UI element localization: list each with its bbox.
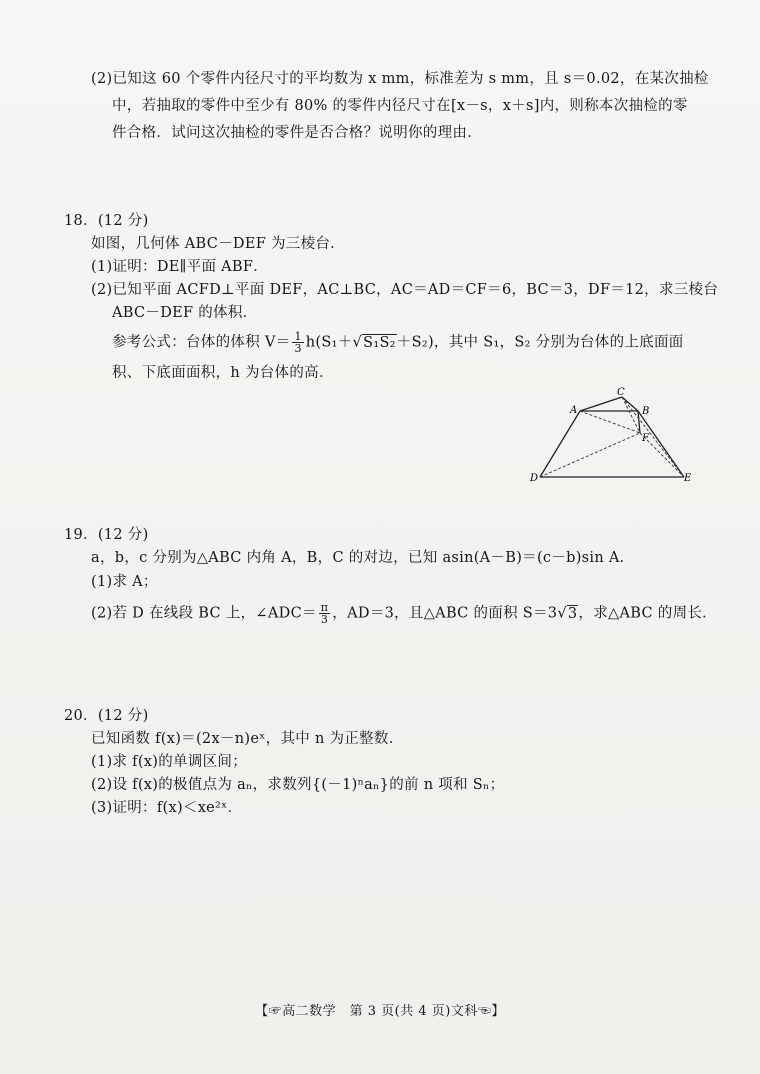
edge-BE (638, 411, 684, 477)
q18-part2-line1: (2)已知平面 ACFD⊥平面 DEF，AC⊥BC，AC＝AD＝CF＝6，BC＝3，DF＝12，求三棱台 (91, 282, 719, 298)
frustum-figure (528, 385, 698, 485)
q20-intro: 已知函数 f(x)＝(2x－n)eˣ，其中 n 为正整数． (91, 731, 404, 747)
q18-intro: 如图，几何体 ABC－DEF 为三棱台． (91, 236, 345, 252)
q18-reference-formula: 参考公式：台体的体积 V＝ $\frac{1}{3}$ h(S₁＋√S₁S₂＋S₂)，其中 S₁，S₂ 分别为台体的上底面面 (112, 330, 684, 355)
q17-part2-line1: (2)已知这 60 个零件内径尺寸的平均数为 x mm，标准差为 s mm，且 s＝0.02，在某次抽检 (91, 71, 709, 87)
ref-frac-num: 1 (294, 330, 302, 343)
ref-mid: h(S₁＋ (305, 334, 353, 351)
q19-fraction (319, 602, 331, 625)
edge-DA (540, 411, 580, 477)
ref-prefix: 参考公式：台体的体积 V＝ (112, 334, 291, 351)
ref-fraction (292, 331, 303, 354)
q19-frac-den: 3 (320, 613, 329, 626)
ref-sqrt: S₁S₂ (363, 334, 396, 351)
q17-part2-line2: 中，若抽取的零件中至少有 80% 的零件内径尺寸在[x－s，x＋s]内，则称本次抽检的零 (112, 98, 688, 114)
label-C: C (617, 387, 625, 398)
q19-part2: (2)若 D 在线段 BC 上，∠ADC＝ $\frac{\pi}{3}$ ，AD＝3，且△ABC 的面积 S＝3√3，求△ABC 的周长． (91, 601, 717, 626)
q18-number: 18．(12 分) (64, 213, 149, 229)
q20-part2: (2)设 f(x)的极值点为 aₙ，求数列{(－1)ⁿaₙ}的前 n 项和 Sₙ； (91, 777, 505, 793)
ref-frac-den: 3 (294, 342, 302, 355)
q19-part2-suffix: ，求△ABC 的周长． (578, 605, 717, 622)
q18-part2-line2: ABC－DEF 的体积． (112, 305, 258, 321)
label-A: A (570, 405, 578, 416)
label-D: D (530, 473, 539, 484)
q17-part2-line3: 件合格．试问这次抽检的零件是否合格？说明你的理由． (112, 125, 482, 141)
q19-part1: (1)求 A； (91, 574, 158, 590)
q18-reference-line2: 积、下底面面积，h 为台体的高． (112, 365, 334, 381)
q19-part2-prefix: (2)若 D 在线段 BC 上，∠ADC＝ (91, 605, 317, 622)
label-F: F (642, 433, 649, 444)
page-footer: 【☞高二数学 第 3 页(共 4 页)文科☜】 (255, 1004, 505, 1019)
edge-CE (622, 397, 684, 477)
q19-number: 19．(12 分) (64, 527, 149, 543)
edge-DF (540, 433, 640, 477)
q18-part1: (1)证明：DE∥平面 ABF． (91, 259, 269, 275)
label-E: E (684, 473, 692, 484)
label-B: B (642, 406, 650, 417)
q19-sqrt: 3 (567, 605, 578, 622)
q19-part2-mid: ，AD＝3，且△ABC 的面积 S＝3 (332, 605, 558, 622)
q19-intro: a，b，c 分别为△ABC 内角 A，B，C 的对边，已知 asin(A－B)＝(c－b)sin A． (91, 550, 635, 566)
q20-part1: (1)求 f(x)的单调区间； (91, 754, 248, 770)
q20-part3: (3)证明：f(x)＜xe²ˣ． (91, 800, 243, 816)
q20-number: 20．(12 分) (64, 708, 149, 724)
ref-suffix: ＋S₂)，其中 S₁，S₂ 分别为台体的上底面面 (396, 334, 684, 351)
edge-AC (580, 397, 622, 411)
edge-AF (580, 411, 640, 433)
q19-frac-num: π (320, 601, 329, 614)
edge-CB (622, 397, 638, 411)
